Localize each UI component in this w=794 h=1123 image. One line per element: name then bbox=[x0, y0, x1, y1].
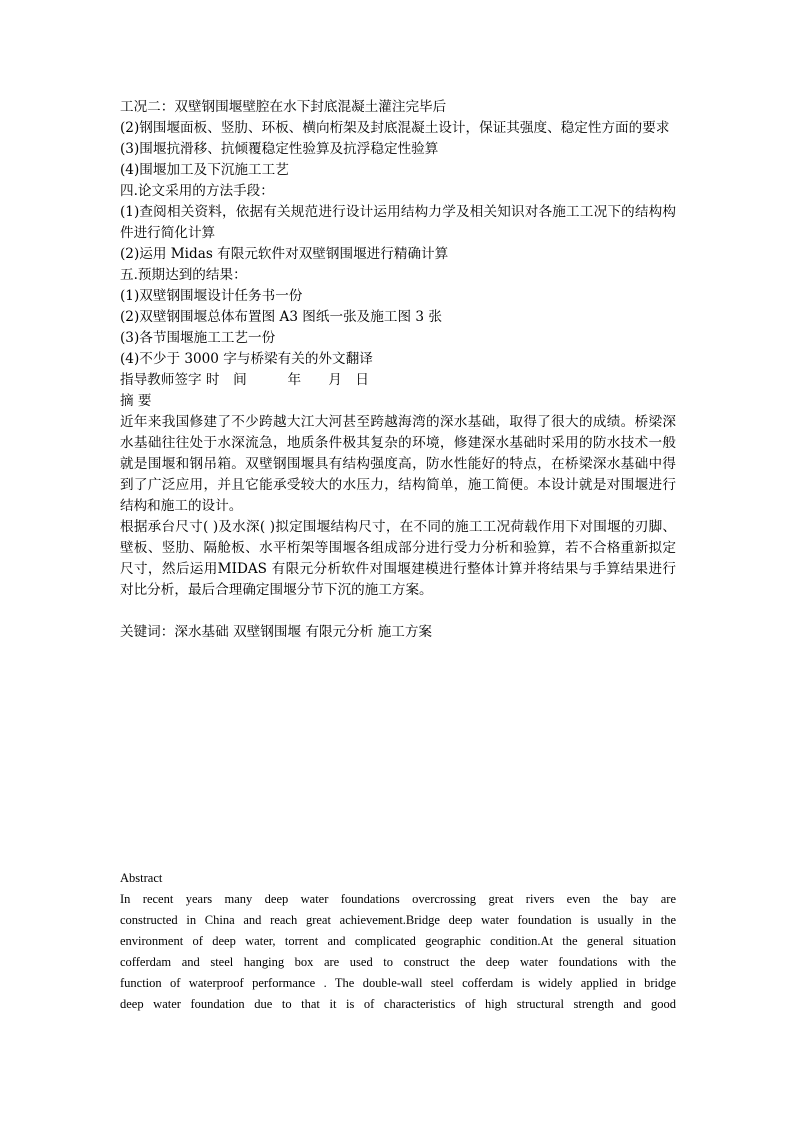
abstract-paragraph-1: 近年来我国修建了不少跨越大江大河甚至跨越海湾的深水基础，取得了很大的成绩。桥梁深水基础往往处于水深流急，地质条件极其复杂的环境，修建深水基础时采用的防水技术一般就是围堰和钢吊箱。双壁钢围堰具有结构强度高，防水性能好的特点，在桥梁深水基础中得到了广泛应用，并且它能承受较大的水压力，结构简单，施工简便。本设计就是对围堰进行结构和施工的设计。 bbox=[120, 414, 676, 514]
text-line: 工况二：双壁钢围堰壁腔在水下封底混凝土灌注完毕后 bbox=[120, 99, 447, 115]
signature-line: 指导教师签字 时 间 年 月 日 bbox=[120, 372, 370, 388]
english-abstract bbox=[120, 868, 676, 1015]
text-line: (2)双壁钢围堰总体布置图 A3 图纸一张及施工图 3 张 bbox=[120, 309, 442, 325]
abstract-en-line: deep water foundation due to that it is of characteristics of high structural strength and good bbox=[120, 997, 676, 1011]
text-line: (3)各节围堰施工工艺一份 bbox=[120, 330, 276, 346]
abstract-en-line: constructed in China and reach great achievement.Bridge deep water foundation is usually in the bbox=[120, 913, 676, 927]
abstract-en-line: environment of deep water, torrent and complicated geographic condition.At the general situation bbox=[120, 934, 676, 948]
keywords: 关键词：深水基础 双壁钢围堰 有限元分析 施工方案 bbox=[120, 624, 433, 640]
text-line: (4)围堰加工及下沉施工工艺 bbox=[120, 162, 289, 178]
text-line: (4)不少于 3000 字与桥梁有关的外文翻译 bbox=[120, 351, 373, 367]
abstract-en-title: Abstract bbox=[120, 871, 163, 885]
text-line: (1)双壁钢围堰设计任务书一份 bbox=[120, 288, 303, 304]
section-heading: 五.预期达到的结果： bbox=[120, 267, 247, 283]
text-line: (2)钢围堰面板、竖肋、环板、横向桁架及封底混凝土设计，保证其强度、稳定性方面的要求 bbox=[120, 120, 670, 136]
abstract-en-line: function of waterproof performance . The double-wall steel cofferdam is widely applied in bridge bbox=[120, 976, 676, 990]
abstract-en-line: In recent years many deep water foundations overcrossing great rivers even the bay are bbox=[120, 892, 676, 906]
text-line: (2)运用 Midas 有限元软件对双壁钢围堰进行精确计算 bbox=[120, 246, 449, 262]
abstract-en-line: cofferdam and steel hanging box are used to construct the deep water foundations with the bbox=[120, 955, 676, 969]
abstract-heading: 摘 要 bbox=[120, 393, 152, 409]
section-heading: 四.论文采用的方法手段： bbox=[120, 183, 274, 199]
abstract-paragraph-2: 根据承台尺寸( )及水深( )拟定围堰结构尺寸，在不同的施工工况荷载作用下对围堰的刃脚、壁板、竖肋、隔舱板、水平桁架等围堰各组成部分进行受力分析和验算，若不合格重新拟定尺寸，然后运用MIDAS 有限元分析软件对围堰建模进行整体计算并将结果与手算结果进行对比分析，最后合理确定围堰分节下沉的施工方案。 bbox=[120, 519, 676, 598]
chinese-text-block bbox=[120, 97, 676, 643]
text-line: (3)围堰抗滑移、抗倾覆稳定性验算及抗浮稳定性验算 bbox=[120, 141, 439, 157]
text-line: (1)查阅相关资料，依据有关规范进行设计运用结构力学及相关知识对各施工工况下的结构构件进行简化计算 bbox=[120, 204, 676, 241]
